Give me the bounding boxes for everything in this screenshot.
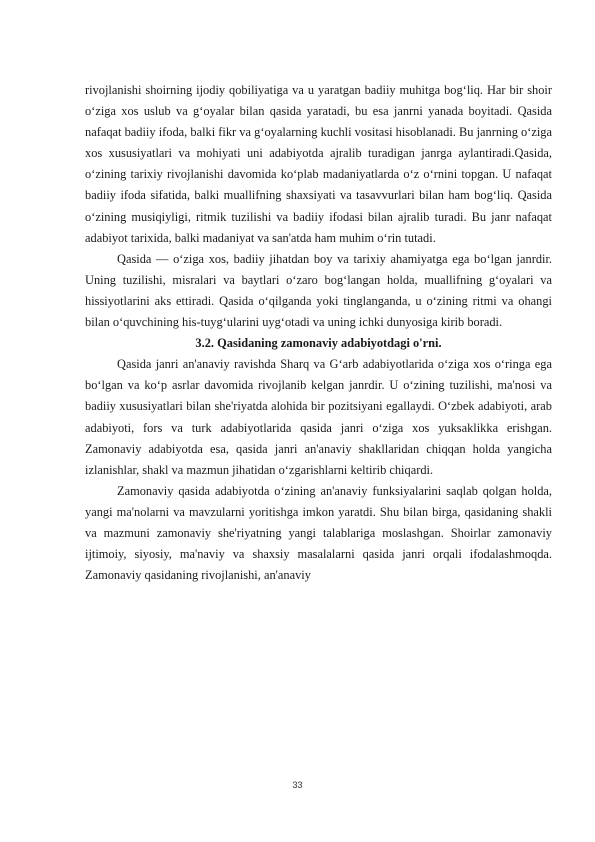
paragraph-qasida-definition: Qasida — o‘ziga xos, badiiy jihatdan boy va tarixiy ahamiyatga ega bo‘lgan janrdir. Uning tuzilishi, misralari va baytlari o‘zaro bog‘langan holda, muallifning g‘oyalari va hissiyotlarini aks ettiradi. Qasida o‘qilganda yoki tinglanganda, u o‘zining ritmi va ohangi bilan o‘quvchining his-tuyg‘ularini uyg‘otadi va uning ichki dunyosiga kirib boradi. (85, 251, 552, 330)
page-number: 33 (292, 780, 303, 790)
paragraph-continuation: rivojlanishi shoirning ijodiy qobiliyatiga va u yaratgan badiiy muhitga bog‘liq. Har bir shoir o‘ziga xos uslub va g‘oyalar bilan qasida yaratadi, bu esa janrni yanada boyitadi. Qasida nafaqat badiiy ifoda, balki fikr va g‘oyalarning kuchli vositasi hisoblanadi. Bu janrning o‘ziga xos xususiyatlari va mohiyati uni adabiyotda ajralib turadigan janrga aylantiradi.Qasida, o‘zining tarixiy rivojlanishi davomida ko‘plab madaniyatlarda o‘z o‘rnini topgan. U nafaqat badiiy ifoda sifatida, balki muallifning shaxsiyati va tasavvurlari bilan ham bog‘liq. Qasida o‘zining musiqiyligi, ritmik tuzilishi va badiiy ifodasi bilan ajralib turadi. Bu janr nafaqat adabiyot tarixida, balki madaniyat va san'atda ham muhim o‘rin tutadi. (85, 83, 552, 245)
paragraph-modern-qasida: Zamonaviy qasida adabiyotda o‘zining an'anaviy funksiyalarini saqlab qolgan holda, yangi ma'nolarni va mavzularni yoritishga imkon yaratdi. Shu bilan birga, qasidaning shakli va mazmuni zamonaviy she'riyatning yangi talablariga moslashgan. Shoirlar zamonaviy ijtimoiy, siyosiy, ma'naviy va shaxsiy masalalarni qasida janri orqali ifodalashmoqda. Zamonaviy qasidaning rivojlanishi, an'anaviy (85, 483, 552, 583)
paragraph-qasida-tradition: Qasida janri an'anaviy ravishda Sharq va G‘arb adabiyotlarida o‘ziga xos o‘ringa ega bo‘lgan va ko‘p asrlar davomida rivojlanib kelgan janrdir. U o‘zining tuzilishi, ma'nosi va badiiy xususiyatlari bilan she'riyatda alohida bir pozitsiyani egallaydi. O‘zbek adabiyoti, arab adabiyoti, fors va turk adabiyotlarida qasida janri o‘ziga xos yuksaklikka erishgan. Zamonaviy adabiyotda esa, qasida janri an'anaviy shakllaridan chiqqan holda yangicha izlanishlar, shakl va mazmun jihatidan o‘zgarishlarni keltirib chiqardi. (85, 357, 552, 477)
section-heading: 3.2. Qasidaning zamonaviy adabiyotdagi o'rni. (195, 336, 442, 351)
document-body (85, 80, 552, 586)
